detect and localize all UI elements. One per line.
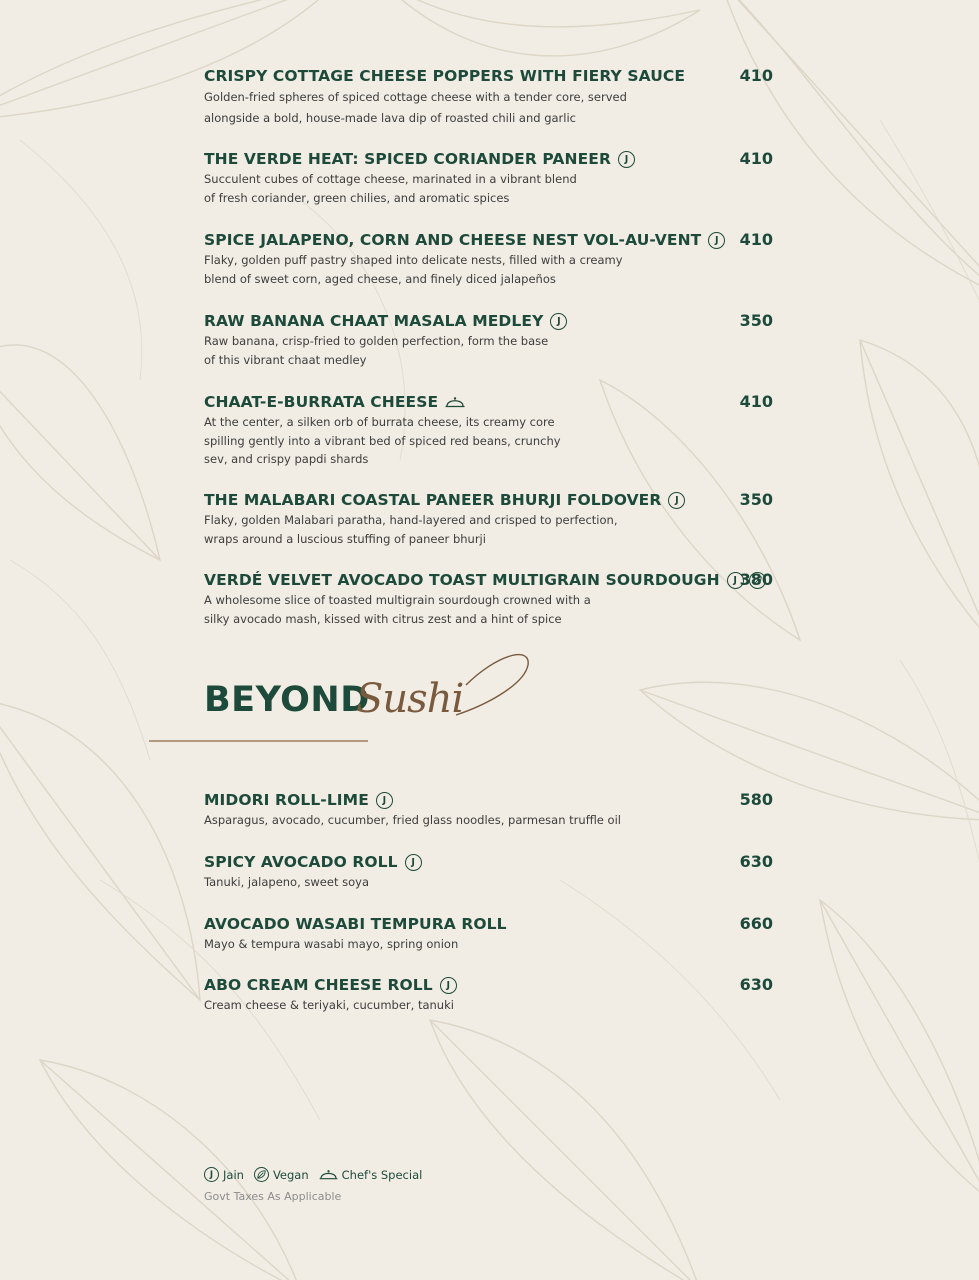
item-name: ABO CREAM CHEESE ROLL (204, 976, 433, 994)
item-name: CHAAT-E-BURRATA CHEESE (204, 393, 439, 411)
jain-icon: J (440, 977, 457, 994)
item-description: Golden-fried spheres of spiced cottage cheese with a tender core, served alongside a bold, house-made lava dip of roasted chili and garlic (204, 90, 627, 125)
menu-item (204, 229, 779, 288)
menu-item (204, 789, 779, 830)
section-title (204, 680, 370, 720)
item-price: 630 (739, 975, 773, 994)
item-price: 410 (739, 149, 773, 168)
jain-icon: J (618, 151, 635, 168)
menu-item (204, 489, 779, 548)
vegan-icon (254, 1167, 269, 1182)
item-price: 630 (739, 852, 773, 871)
section-title-bold: BEYOND (204, 680, 370, 720)
jain-icon: J (376, 792, 393, 809)
item-price: 580 (739, 790, 773, 809)
jain-icon: J (204, 1167, 219, 1182)
item-name: MIDORI ROLL-LIME (204, 791, 369, 809)
item-description: Flaky, golden puff pastry shaped into delicate nests, filled with a creamy blend of sweet corn, aged cheese, and finely diced jalapeños (204, 253, 623, 286)
jain-icon: J (708, 232, 725, 249)
item-price: 410 (739, 66, 773, 85)
item-price: 410 (739, 230, 773, 249)
chef-special-icon (445, 395, 465, 409)
legend-vegan-label: Vegan (272, 1167, 309, 1182)
dietary-legend (204, 1167, 432, 1182)
item-name: VERDÉ VELVET AVOCADO TOAST MULTIGRAIN SOURDOUGH (204, 571, 720, 589)
item-description: Flaky, golden Malabari paratha, hand-layered and crisped to perfection, wraps around a luscious stuffing of paneer bhurji (204, 513, 618, 546)
item-description: Mayo & tempura wasabi mayo, spring onion (204, 937, 459, 951)
menu-item (204, 974, 779, 1015)
menu-item (204, 148, 779, 207)
item-name: SPICE JALAPENO, CORN AND CHEESE NEST VOL-AU-VENT (204, 231, 702, 249)
legend-jain-label: Jain (223, 1167, 244, 1182)
item-description: A wholesome slice of toasted multigrain sourdough crowned with a silky avocado mash, kissed with citrus zest and a hint of spice (204, 593, 591, 626)
jain-icon: J (668, 492, 685, 509)
item-description: Succulent cubes of cottage cheese, marinated in a vibrant blend of fresh coriander, green chilies, and aromatic spices (204, 172, 577, 205)
item-price: 380 (739, 570, 773, 589)
item-price: 350 (739, 311, 773, 330)
item-description: At the center, a silken orb of burrata cheese, its creamy core spilling gently into a vibrant bed of spiced red beans, crunchy sev, and crispy papdi shards (204, 415, 561, 466)
item-name: THE MALABARI COASTAL PANEER BHURJI FOLDOVER (204, 491, 662, 509)
item-description: Raw banana, crisp-fried to golden perfection, form the base of this vibrant chaat medley (204, 334, 549, 367)
item-description: Tanuki, jalapeno, sweet soya (204, 875, 369, 889)
menu-item (204, 310, 779, 369)
jain-icon: J (550, 313, 567, 330)
item-description: Asparagus, avocado, cucumber, fried glass noodles, parmesan truffle oil (204, 813, 621, 827)
item-price: 660 (739, 914, 773, 933)
menu-item (204, 913, 779, 954)
menu-item (204, 65, 779, 129)
menu-item (204, 851, 779, 892)
menu-item (204, 569, 779, 628)
chef-special-icon (319, 1168, 338, 1181)
item-name: RAW BANANA CHAAT MASALA MEDLEY (204, 312, 544, 330)
tax-note: Govt Taxes As Applicable (204, 1190, 342, 1203)
item-name: SPICY AVOCADO ROLL (204, 853, 398, 871)
jain-icon: J (405, 854, 422, 871)
item-description: Cream cheese & teriyaki, cucumber, tanuki (204, 998, 454, 1012)
item-name: AVOCADO WASABI TEMPURA ROLL (204, 915, 507, 933)
item-name: CRISPY COTTAGE CHEESE POPPERS WITH FIERY SAUCE (204, 67, 686, 85)
section-divider (149, 740, 368, 742)
item-name: THE VERDE HEAT: SPICED CORIANDER PANEER (204, 150, 612, 168)
section-title-script: Sushi (356, 676, 464, 722)
jain-icon: J (727, 572, 744, 589)
legend-chef-label: Chef's Special (341, 1167, 423, 1182)
item-price: 410 (739, 392, 773, 411)
menu-item (204, 391, 779, 469)
item-price: 350 (739, 490, 773, 509)
